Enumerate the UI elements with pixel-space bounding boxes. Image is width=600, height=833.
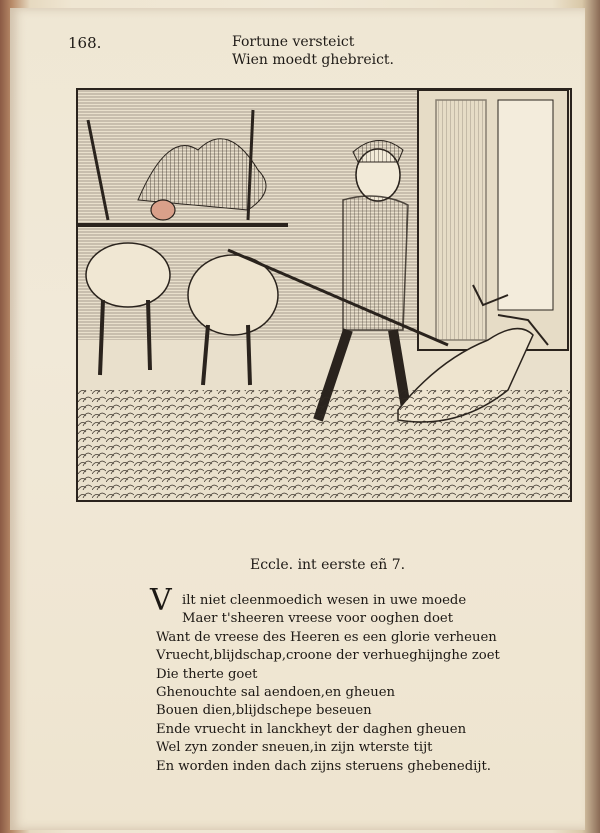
headline-line-2: Wien moedt ghebreict. [232,52,394,68]
ram [188,255,278,385]
poem-line: Vruecht,blijdschap,croone der verhueghijnghe zoet [156,648,500,664]
headline-line-1: Fortune versteict [232,34,355,50]
page-headline [232,33,394,69]
poem-line: ilt niet cleenmoedich wesen in uwe moede [182,593,467,608]
poem-line: Wel zyn zonder sneuen,in zijn wterste tijt [156,740,433,756]
page-number: 168. [68,34,102,52]
poem-line: Maer t'sheeren vreese voor ooghen doet [182,611,453,627]
poem [156,592,500,776]
poem-line: En worden inden dach zijns steruens ghebenedijt. [156,758,491,774]
scripture-reference: Eccle. int eerste eñ 7. [250,557,406,573]
engraving-drawing [78,90,570,500]
stable-door [418,90,568,350]
straw-floor [78,390,570,500]
poem-line: Ende vruecht in lanckheyt der daghen gheuen [156,721,467,737]
poem-line: Die therte goet [156,666,258,682]
poem-line: Want de vreese des Heeren es een glorie verheuen [156,629,497,645]
poem-line: Ghenouchte sal aendoen,en gheuen [156,684,396,700]
engraving-illustration [76,88,572,502]
drop-cap: V [150,583,172,618]
poem-line: Bouen dien,blijdschepe beseuen [156,703,372,719]
